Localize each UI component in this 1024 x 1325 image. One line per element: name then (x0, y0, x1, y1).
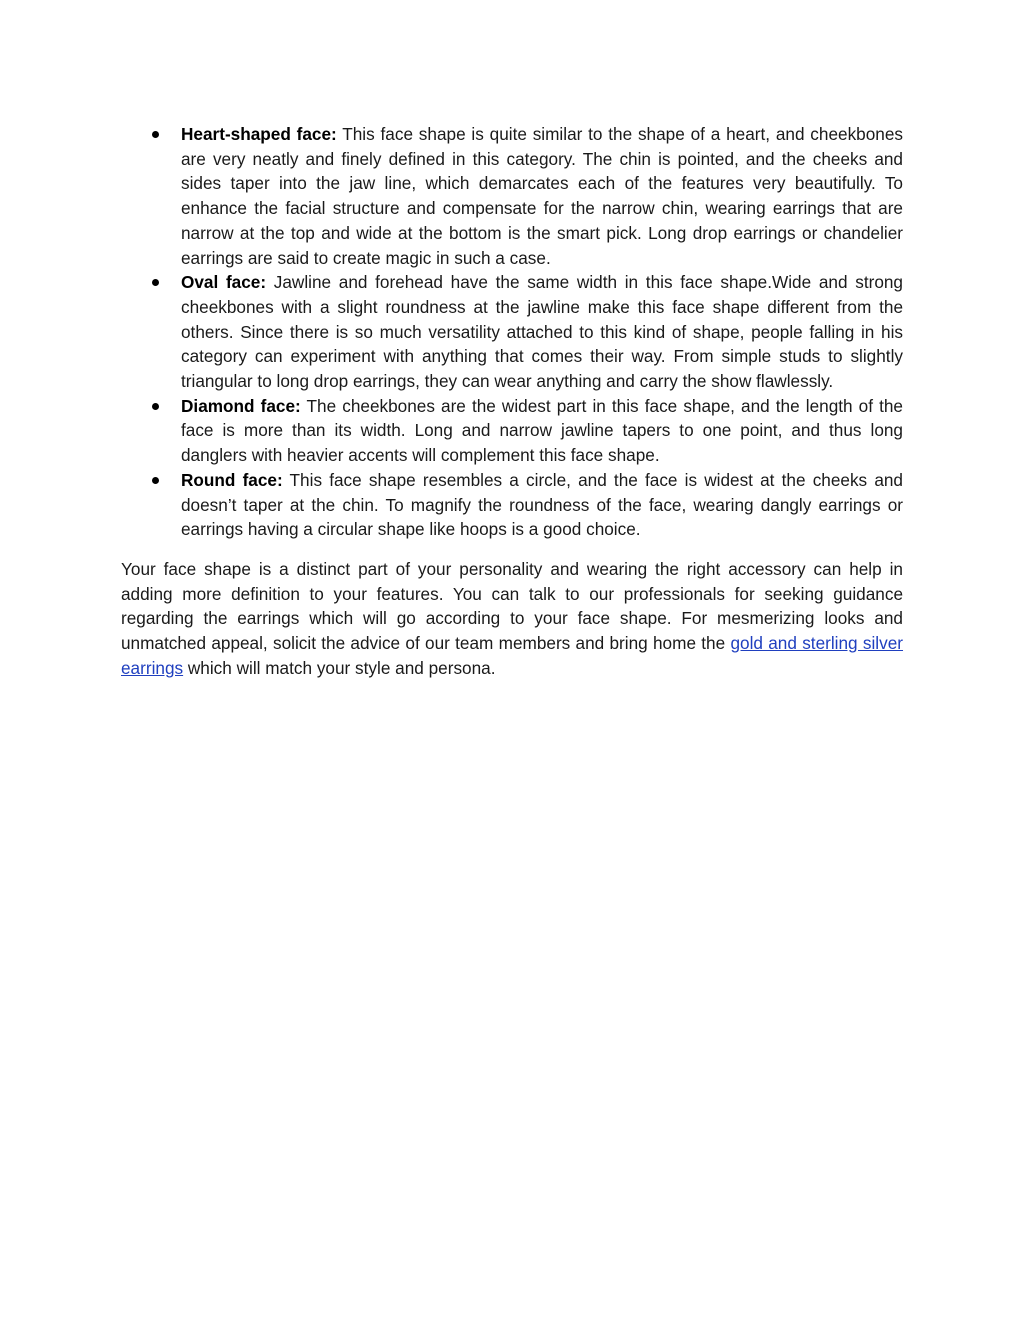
closing-paragraph (121, 557, 903, 681)
bullet-icon (152, 279, 159, 286)
closing-text-before-link: Your face shape is a distinct part of your personality and wearing the right accessory can help in adding more definition to your features. You can talk to our professionals for seeking guidance regarding the earrings which will go according to your face shape. For mesmerizing looks and unmatched appeal, solicit the advice of our team members and bring home the (121, 558, 903, 654)
term-diamond: Diamond face: (181, 395, 301, 416)
description-round: This face shape resembles a circle, and the face is widest at the cheeks and doesn’t taper at the chin. To magnify the roundness of the face, wearing dangly earrings or earrings having a circular shape like hoops is a good choice. (181, 469, 903, 540)
description-heart-shaped: This face shape is quite similar to the shape of a heart, and cheekbones are very neatly and finely defined in this category. The chin is pointed, and the cheeks and sides taper into the jaw line, which demarcates each of the features very beautifully. To enhance the facial structure and compensate for the narrow chin, wearing earrings that are narrow at the top and wide at the bottom is the smart pick. Long drop earrings or chandelier earrings are said to create magic in such a case. (181, 124, 903, 268)
bullet-icon (152, 477, 159, 484)
face-shape-list (121, 122, 903, 542)
earrings-link[interactable]: gold and sterling silver earrings (121, 633, 904, 678)
term-oval: Oval face: (181, 272, 267, 293)
term-heart-shaped: Heart-shaped face: (181, 124, 337, 144)
list-item-round (121, 468, 903, 542)
list-item-oval (121, 270, 903, 394)
closing-text-after-link: which will match your style and persona. (183, 657, 496, 678)
document-page (121, 122, 903, 680)
description-diamond: The cheekbones are the widest part in this face shape, and the length of the face is more than its width. Long and narrow jawline tapers to one point, and thus long danglers with heavier accents will complement this face shape. (181, 395, 903, 466)
bullet-icon (152, 403, 159, 410)
bullet-icon (152, 131, 159, 138)
list-item-diamond (121, 394, 903, 468)
list-item-heart-shaped (121, 122, 903, 270)
term-round: Round face: (181, 469, 283, 490)
description-oval: Jawline and forehead have the same width in this face shape.Wide and strong cheekbones with a slight roundness at the jawline make this face shape different from the others. Since there is so much versatility attached to this kind of shape, people falling in his category can experiment with anything that comes their way. From simple studs to slightly triangular to long drop earrings, they can wear anything and carry the show flawlessly. (181, 272, 903, 392)
